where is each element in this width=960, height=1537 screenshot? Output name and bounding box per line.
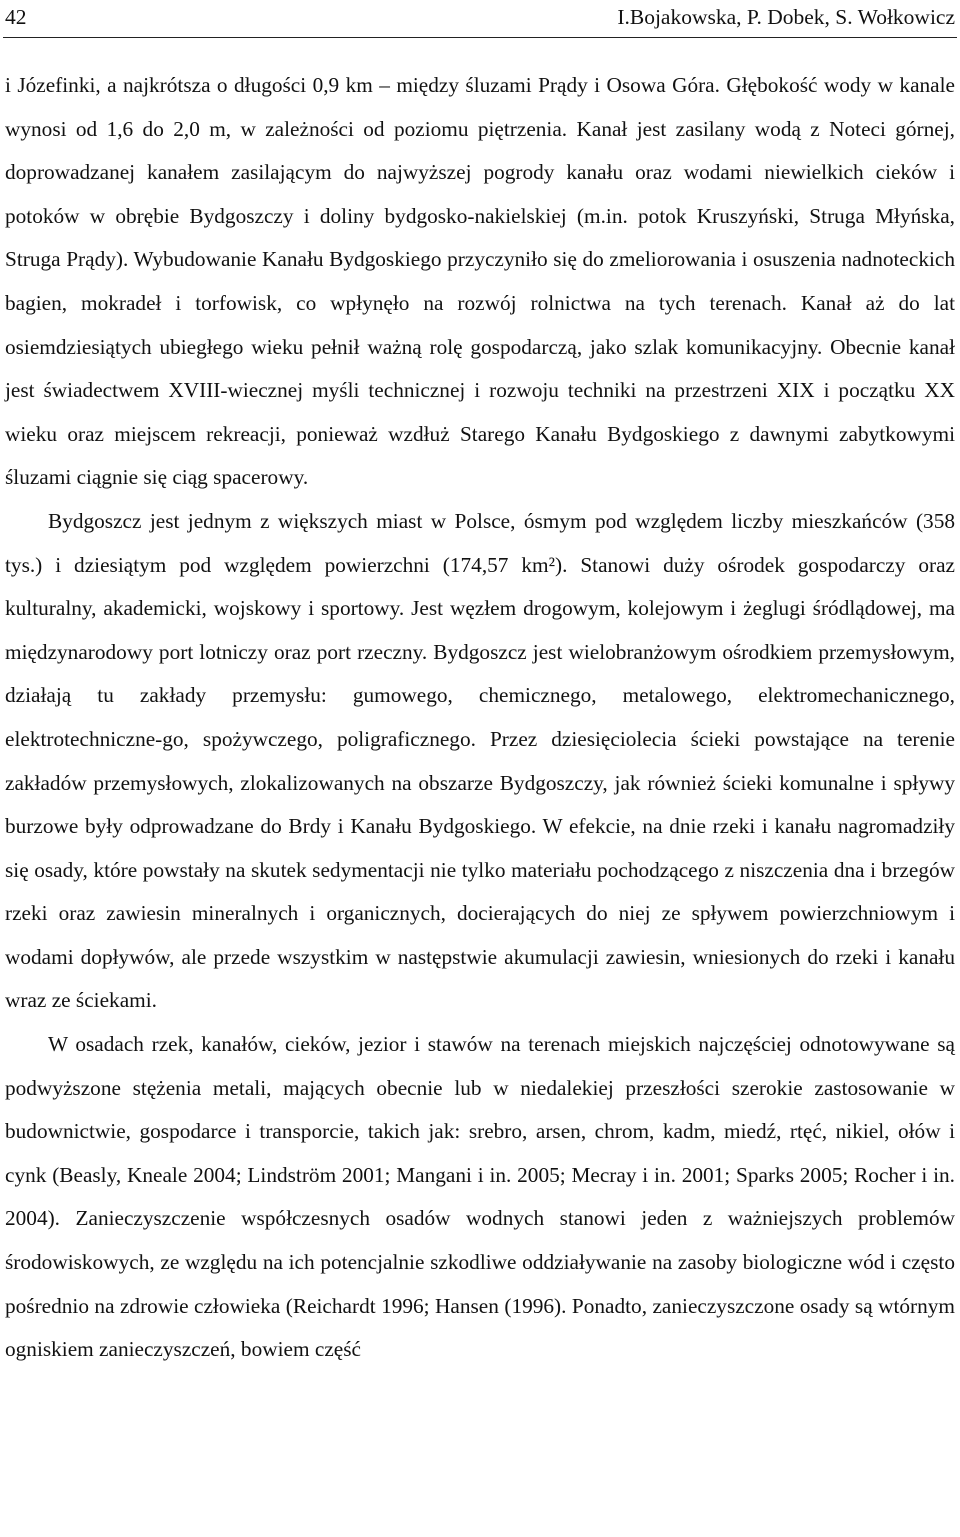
running-head-authors: I.Bojakowska, P. Dobek, S. Wołkowicz [617, 5, 955, 29]
body-text [5, 64, 955, 1372]
header-rule [3, 37, 957, 38]
running-head [5, 2, 955, 32]
paragraph-bydgoszcz: Bydgoszcz jest jednym z większych miast w Polsce, ósmym pod względem liczby mieszkańców (358 tys.) i dziesiątym pod względem powierzchni (174,57 km²). Stanowi duży ośrodek gospodarczy oraz kulturalny, akademicki, wojskowy i sportowy. Jest węzłem drogowym, kolejowym i żeglugi śródlądowej, ma międzynarodowy port lotniczy oraz port rzeczny. Bydgoszcz jest wielobranżowym ośrodkiem przemysłowym, działają tu zakłady przemysłu: gumowego, chemicznego, metalowego, elektromechanicznego, elektrotechniczne-go, spożywczego, poligraficznego. Przez dziesięciolecia ścieki powstające na terenie zakładów przemysłowych, zlokalizowanych na obszarze Bydgoszczy, jak również ścieki komunalne i spływy burzowe były odprowadzane do Brdy i Kanału Bydgoskiego. W efekcie, na dnie rzeki i kanału nagromadziły się osady, które powstały na skutek sedymentacji nie tylko materiału pochodzącego z niszczenia dna i brzegów rzeki oraz zawiesin mineralnych i organicznych, docierających do niej ze spływem powierzchniowym i wodami dopływów, ale przede wszystkim w następstwie akumulacji zawiesin, wniesionych do rzeki i kanału wraz ze ściekami. [5, 508, 955, 1013]
paragraph-sediments: W osadach rzek, kanałów, cieków, jezior i stawów na terenach miejskich najczęściej odnotowywane są podwyższone stężenia metali, mających obecnie lub w niedalekiej przeszłości szerokie zastosowanie w budownictwie, gospodarce i transporcie, takich jak: srebro, arsen, chrom, kadm, miedź, rtęć, nikiel, ołów i cynk (Beasly, Kneale 2004; Lindström 2001; Mangani i in. 2005; Mecray i in. 2001; Sparks 2005; Rocher i in. 2004). Zanieczyszczenie współczesnych osadów wodnych stanowi jeden z ważniejszych problemów środowiskowych, ze względu na ich potencjalnie szkodliwe oddziaływanie na zasoby biologiczne wód i często pośrednio na zdrowie człowieka (Reichardt 1996; Hansen (1996). Ponadto, zanieczyszczone osady są wtórnym ogniskiem zanieczyszczeń, bowiem część [5, 1032, 955, 1362]
paragraph-continuation: i Józefinki, a najkrótsza o długości 0,9 km – między śluzami Prądy i Osowa Góra. Głębokość wody w kanale wynosi od 1,6 do 2,0 m, w zależności od poziomu piętrzenia. Kanał jest zasilany wodą z Noteci górnej, doprowadzanej kanałem zasilającym do najwyższej pogrody kanału oraz wodami niewielkich cieków i potoków w obrębie Bydgoszczy i doliny bydgosko-nakielskiej (m.in. potok Kruszyński, Struga Młyńska, Struga Prądy). Wybudowanie Kanału Bydgoskiego przyczyniło się do zmeliorowania i osuszenia nadnoteckich bagien, mokradeł i torfowisk, co wpłynęło na rozwój rolnictwa na tych terenach. Kanał aż do lat osiemdziesiątych ubiegłego wieku pełnił ważną rolę gospodarczą, jako szlak komunikacyjny. Obecnie kanał jest świadectwem XVIII-wiecznej myśli technicznej i rozwoju techniki na przestrzeni XIX i początku XX wieku oraz miejscem rekreacji, ponieważ wzdłuż Starego Kanału Bydgoskiego z dawnymi zabytkowymi śluzami ciągnie się ciąg spacerowy. [5, 73, 955, 490]
page-number: 42 [5, 5, 27, 29]
